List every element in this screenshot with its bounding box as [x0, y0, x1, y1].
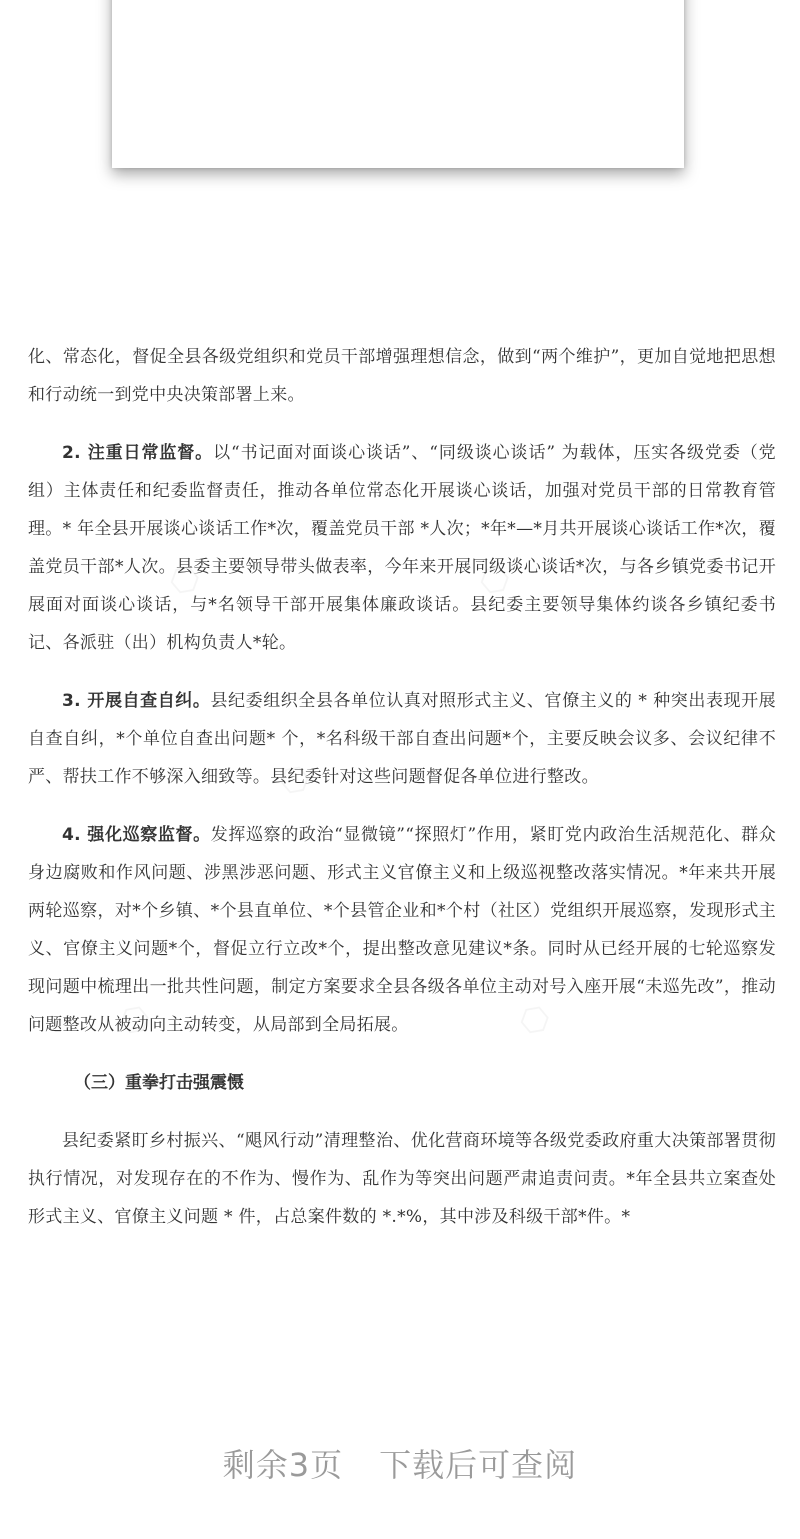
paragraph-self-inspection — [28, 682, 776, 796]
item-heading: 2. 注重日常监督。 — [62, 443, 214, 463]
item-heading: 4. 强化巡察监督。 — [62, 825, 211, 845]
remaining-pages-label: 剩余3页 — [222, 1446, 344, 1484]
item-body: 县纪委组织全县各单位认真对照形式主义、官僚主义的 * 种突出表现开展自查自纠，*个单位自查出问题* 个，*名科级干部自查出问题*个，主要反映会议多、会议纪律不严、帮扶工作不够深入细致等。县纪委针对这些问题督促各单位进行整改。 — [28, 691, 776, 787]
section-heading: （三）重拳打击强震慑 — [74, 1073, 244, 1093]
document-body — [28, 338, 776, 1236]
previous-page-preview — [112, 0, 684, 168]
item-body: 发挥巡察的政治“显微镜”“探照灯”作用，紧盯党内政治生活规范化、群众身边腐败和作风问题、涉黑涉恶问题、形式主义官僚主义和上级巡视整改落实情况。*年来共开展两轮巡察，对*个乡镇、*个县直单位、*个县管企业和*个村（社区）党组织开展巡察，发现形式主义、官僚主义问题*个，督促立行立改*个，提出整改意见建议*条。同时从已经开展的七轮巡察发现问题中梳理出一批共性问题，制定方案要求全县各级各单位主动对号入座开展“未巡先改”，推动问题整改从被动向主动转变，从局部到全局拓展。 — [28, 825, 776, 1035]
remaining-pages-banner[interactable] — [0, 1440, 800, 1486]
paragraph-crackdown: 县纪委紧盯乡村振兴、“飓风行动”清理整治、优化营商环境等各级党委政府重大决策部署贯彻执行情况，对发现存在的不作为、慢作为、乱作为等突出问题严肃追责问责。*年全县共立案查处形式主义、官僚主义问题 * 件，占总案件数的 *.*%，其中涉及科级干部*件。* — [28, 1131, 776, 1227]
item-body: 以“书记面对面谈心谈话”、“同级谈心谈话” 为载体，压实各级党委（党组）主体责任和纪委监督责任，推动各单位常态化开展谈心谈话，加强对党员干部的日常教育管理。* 年全县开展谈心谈话工作*次，覆盖党员干部 *人次；*年*—*月共开展谈心谈话工作*次，覆盖党员干部*人次。县委主要领导带头做表率，今年来开展同级谈心谈话*次，与各乡镇党委书记开展面对面谈心谈话，与*名领导干部开展集体廉政谈话。县纪委主要领导集体约谈各乡镇纪委书记、各派驻（出）机构负责人*轮。 — [28, 443, 776, 653]
paragraph-continuation: 化、常态化，督促全县各级党组织和党员干部增强理想信念，做到“两个维护”，更加自觉地把思想和行动统一到党中央决策部署上来。 — [28, 347, 776, 405]
download-prompt[interactable]: 下载后可查阅 — [379, 1446, 578, 1484]
item-heading: 3. 开展自查自纠。 — [62, 691, 211, 711]
paragraph-daily-supervision — [28, 434, 776, 662]
paragraph-inspection-tours — [28, 816, 776, 1044]
